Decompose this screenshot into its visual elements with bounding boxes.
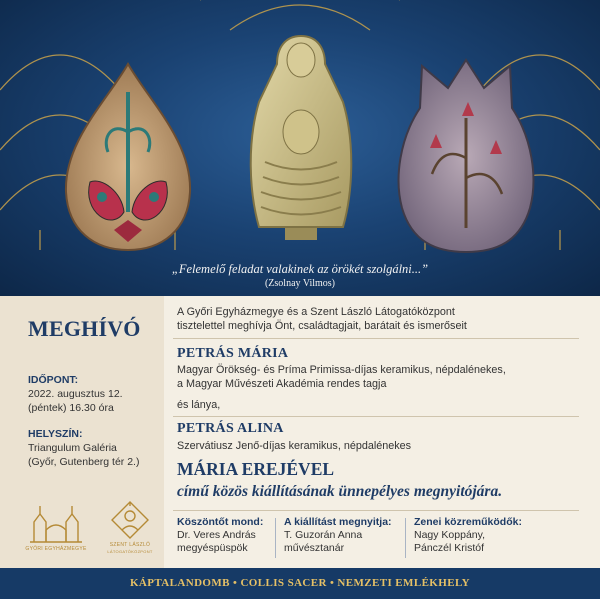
place-line-2: (Győr, Gutenberg tér 2.) (28, 456, 140, 468)
intro-line-1: A Győri Egyházmegye és a Szent László Látogatóközpont (177, 306, 455, 318)
date-label: IDŐPONT: (28, 374, 79, 386)
intro-line-2: tisztelettel meghívja Önt, családtagjait, barátait és ismerőseit (177, 320, 467, 332)
credit-opening (284, 516, 392, 555)
credit-separator-2 (405, 518, 406, 558)
place-label: HELYSZÍN: (28, 428, 83, 440)
footer-bar (0, 568, 600, 599)
artist-1-desc-2: a Magyar Művészeti Akadémia rendes tagja (177, 378, 387, 390)
right-logo-subcaption: LÁTOGATÓKÖZPONT (107, 549, 153, 554)
artist-1-name: PETRÁS MÁRIA (177, 346, 289, 361)
divider-3 (173, 510, 579, 511)
gyori-egyhazmegye-logo (26, 500, 86, 544)
credit-music-heading: Zenei közreműködők: (414, 516, 522, 528)
artist-2-desc: Szervátiusz Jenő-díjas keramikus, népdalénekes (177, 440, 412, 452)
footer-text: KÁPTALANDOMB • COLLIS SACER • NEMZETI EMLÉKHELY (129, 577, 471, 589)
szent-laszlo-logo (110, 500, 150, 540)
quote-author: (Zsolnay Vilmos) (264, 278, 336, 289)
credit-welcome (177, 516, 263, 555)
ceramic-tile-left (62, 62, 194, 252)
left-logo-caption: GYŐRI EGYHÁZMEGYE (25, 546, 87, 552)
artist-2-name: PETRÁS ALINA (177, 421, 284, 436)
divider-2 (173, 416, 579, 417)
banner (0, 0, 600, 296)
and-daughter: és lánya, (177, 399, 221, 411)
quote-text: „Felemelő feladat valakinek az örökét szolgálni...” (171, 262, 429, 276)
credit-opening-heading: A kiállítást megnyitja: (284, 516, 392, 528)
credit-welcome-heading: Köszöntőt mond: (177, 516, 264, 528)
exhibition-subtitle: című közös kiállításának ünnepélyes megnyitójára. (177, 483, 503, 500)
divider-1 (173, 338, 579, 339)
credit-separator-1 (275, 518, 276, 558)
credit-welcome-role: megyéspüspök (177, 542, 248, 554)
credit-opening-name: T. Guzorán Anna (284, 529, 363, 541)
credit-music-name-1: Nagy Koppány, (414, 529, 486, 541)
exhibition-title: MÁRIA EREJÉVEL (177, 459, 335, 479)
credit-music-name-2: Pánczél Kristóf (414, 542, 485, 554)
credit-opening-role: művésztanár (284, 542, 345, 554)
invitation-title: MEGHÍVÓ (28, 316, 141, 341)
place-line-1: Triangulum Galéria (28, 442, 117, 454)
ceramic-madonna (247, 32, 355, 244)
artist-1-desc-1: Magyar Örökség- és Príma Primissa-díjas keramikus, népdalénekes, (177, 364, 506, 376)
ceramic-tile-right (392, 58, 540, 254)
right-logo-caption: SZENT LÁSZLÓ (109, 542, 151, 548)
date-line-2: (péntek) 16.30 óra (28, 402, 114, 414)
credit-welcome-name: Dr. Veres András (177, 529, 256, 541)
date-line-1: 2022. augusztus 12. (28, 388, 123, 400)
credit-music (414, 516, 522, 555)
